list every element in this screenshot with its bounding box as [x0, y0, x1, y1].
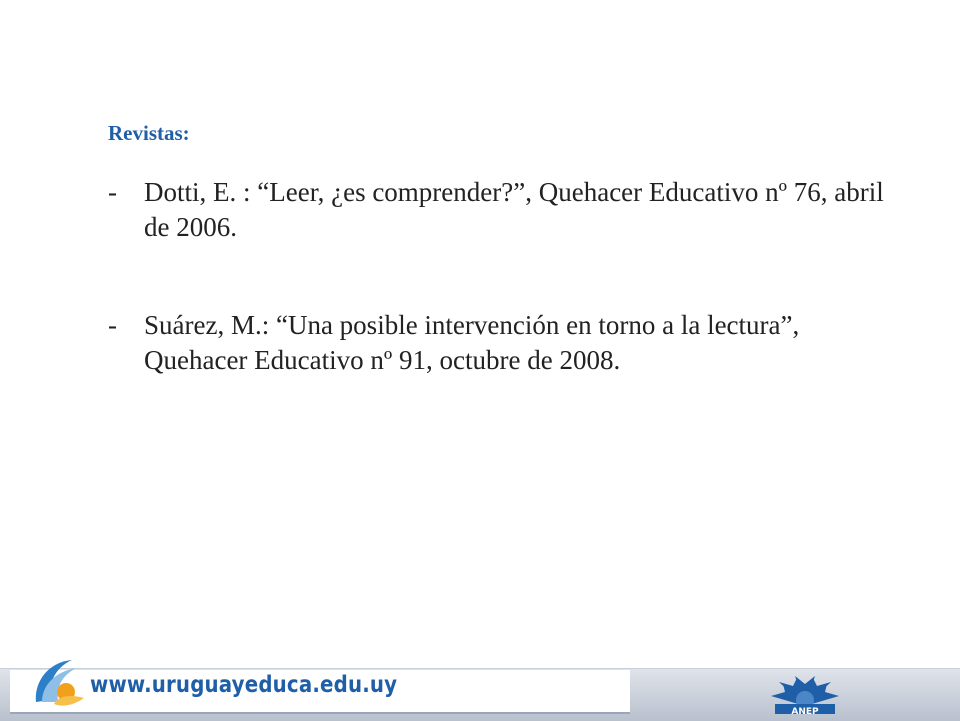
reference-text: Suárez, M.: “Una posible intervención en torno a la lectura”, Quehacer Educativo nº 91, octubre de 2008. — [144, 310, 800, 375]
reference-item — [108, 175, 888, 245]
uruguayeduca-logo-icon — [28, 652, 88, 710]
section-title: Revistas: — [108, 121, 190, 145]
list-dash: - — [108, 177, 117, 207]
list-dash: - — [108, 310, 117, 340]
anep-label: ANEP — [791, 707, 819, 717]
reference-item — [108, 308, 888, 378]
reference-text: Dotti, E. : “Leer, ¿es comprender?”, Quehacer Educativo nº 76, abril de 2006. — [144, 177, 884, 242]
site-url-link[interactable]: www.uruguayeduca.edu.uy — [90, 672, 398, 698]
footer — [0, 652, 960, 720]
